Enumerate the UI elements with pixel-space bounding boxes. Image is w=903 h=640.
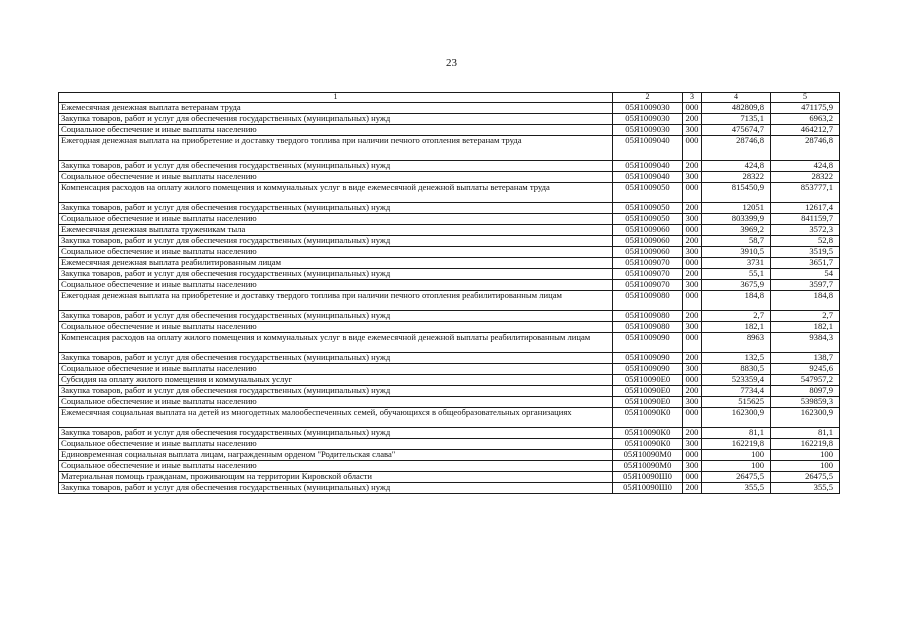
table-row — [59, 247, 840, 258]
amount-year1-cell: 26475,5 — [702, 472, 771, 483]
amount-year1-cell: 7135,1 — [702, 114, 771, 125]
amount-year2-cell: 8097,9 — [771, 386, 840, 397]
amount-year1-cell: 100 — [702, 461, 771, 472]
column-header: 2 — [613, 93, 683, 103]
row-name-cell: Закупка товаров, работ и услуг для обеспечения государственных (муниципальных) нужд — [59, 114, 613, 125]
expense-type-cell: 000 — [683, 375, 702, 386]
row-name-cell: Закупка товаров, работ и услуг для обеспечения государственных (муниципальных) нужд — [59, 386, 613, 397]
target-code-cell: 05Я1009080 — [613, 322, 683, 333]
column-header: 5 — [771, 93, 840, 103]
amount-year1-cell: 12051 — [702, 203, 771, 214]
amount-year1-cell: 184,8 — [702, 291, 771, 311]
amount-year2-cell: 424,8 — [771, 161, 840, 172]
amount-year2-cell: 464212,7 — [771, 125, 840, 136]
row-name-cell: Компенсация расходов на оплату жилого помещения и коммунальных услуг в виде ежемесячной денежной выплаты ветеранам труда — [59, 183, 613, 203]
expense-type-cell: 000 — [683, 450, 702, 461]
table-row — [59, 375, 840, 386]
expense-type-cell: 300 — [683, 280, 702, 291]
table-row — [59, 183, 840, 203]
expense-type-cell: 000 — [683, 333, 702, 353]
target-code-cell: 05Я10090М0 — [613, 450, 683, 461]
row-name-cell: Социальное обеспечение и иные выплаты населению — [59, 461, 613, 472]
expense-type-cell: 000 — [683, 183, 702, 203]
expense-type-cell: 300 — [683, 397, 702, 408]
target-code-cell: 05Я1009040 — [613, 136, 683, 161]
amount-year2-cell: 3572,3 — [771, 225, 840, 236]
target-code-cell: 05Я1009050 — [613, 214, 683, 225]
target-code-cell: 05Я1009070 — [613, 280, 683, 291]
target-code-cell: 05Я1009040 — [613, 161, 683, 172]
target-code-cell: 05Я10090М0 — [613, 461, 683, 472]
table-row — [59, 269, 840, 280]
amount-year1-cell: 3910,5 — [702, 247, 771, 258]
expense-type-cell: 200 — [683, 269, 702, 280]
amount-year2-cell: 3597,7 — [771, 280, 840, 291]
expense-type-cell: 300 — [683, 125, 702, 136]
expense-type-cell: 300 — [683, 364, 702, 375]
row-name-cell: Социальное обеспечение и иные выплаты населению — [59, 247, 613, 258]
amount-year1-cell: 8963 — [702, 333, 771, 353]
expense-type-cell: 300 — [683, 172, 702, 183]
row-name-cell: Ежемесячная денежная выплата реабилитированным лицам — [59, 258, 613, 269]
target-code-cell: 05Я10090К0 — [613, 408, 683, 428]
expense-type-cell: 300 — [683, 322, 702, 333]
row-name-cell: Закупка товаров, работ и услуг для обеспечения государственных (муниципальных) нужд — [59, 483, 613, 494]
amount-year1-cell: 424,8 — [702, 161, 771, 172]
expense-type-cell: 200 — [683, 386, 702, 397]
row-name-cell: Закупка товаров, работ и услуг для обеспечения государственных (муниципальных) нужд — [59, 311, 613, 322]
expense-type-cell: 000 — [683, 136, 702, 161]
amount-year1-cell: 182,1 — [702, 322, 771, 333]
page-number: 23 — [446, 57, 457, 69]
table-row — [59, 225, 840, 236]
amount-year2-cell: 12617,4 — [771, 203, 840, 214]
amount-year1-cell: 815450,9 — [702, 183, 771, 203]
table-row — [59, 472, 840, 483]
amount-year1-cell: 523359,4 — [702, 375, 771, 386]
amount-year2-cell: 162300,9 — [771, 408, 840, 428]
table-row — [59, 450, 840, 461]
table-row — [59, 386, 840, 397]
target-code-cell: 05Я1009090 — [613, 353, 683, 364]
table-row — [59, 333, 840, 353]
target-code-cell: 05Я1009070 — [613, 269, 683, 280]
table-row — [59, 103, 840, 114]
amount-year2-cell: 100 — [771, 450, 840, 461]
target-code-cell: 05Я1009050 — [613, 183, 683, 203]
expense-type-cell: 200 — [683, 161, 702, 172]
target-code-cell: 05Я1009080 — [613, 311, 683, 322]
amount-year2-cell: 2,7 — [771, 311, 840, 322]
row-name-cell: Социальное обеспечение и иные выплаты населению — [59, 125, 613, 136]
amount-year2-cell: 184,8 — [771, 291, 840, 311]
amount-year2-cell: 9384,3 — [771, 333, 840, 353]
table-row — [59, 397, 840, 408]
expense-type-cell: 200 — [683, 114, 702, 125]
amount-year2-cell: 28746,8 — [771, 136, 840, 161]
amount-year1-cell: 803399,9 — [702, 214, 771, 225]
amount-year1-cell: 475674,7 — [702, 125, 771, 136]
amount-year2-cell: 853777,1 — [771, 183, 840, 203]
row-name-cell: Ежемесячная денежная выплата ветеранам труда — [59, 103, 613, 114]
table-row — [59, 483, 840, 494]
row-name-cell: Ежемесячная денежная выплата труженикам тыла — [59, 225, 613, 236]
column-header: 3 — [683, 93, 702, 103]
amount-year2-cell: 355,5 — [771, 483, 840, 494]
table-row — [59, 280, 840, 291]
expense-type-cell: 200 — [683, 428, 702, 439]
amount-year1-cell: 132,5 — [702, 353, 771, 364]
expense-type-cell: 200 — [683, 353, 702, 364]
amount-year2-cell: 162219,8 — [771, 439, 840, 450]
table-row — [59, 322, 840, 333]
table-body — [59, 103, 840, 494]
expense-type-cell: 200 — [683, 483, 702, 494]
amount-year2-cell: 841159,7 — [771, 214, 840, 225]
table-row — [59, 353, 840, 364]
amount-year1-cell: 7734,4 — [702, 386, 771, 397]
table-row — [59, 172, 840, 183]
amount-year1-cell: 28322 — [702, 172, 771, 183]
table-row — [59, 461, 840, 472]
amount-year1-cell: 515625 — [702, 397, 771, 408]
target-code-cell: 05Я1009060 — [613, 247, 683, 258]
target-code-cell: 05Я10090Ш0 — [613, 472, 683, 483]
amount-year2-cell: 547957,2 — [771, 375, 840, 386]
amount-year2-cell: 81,1 — [771, 428, 840, 439]
expense-type-cell: 000 — [683, 225, 702, 236]
target-code-cell: 05Я1009030 — [613, 103, 683, 114]
header-row — [59, 93, 840, 103]
amount-year2-cell: 9245,6 — [771, 364, 840, 375]
expense-type-cell: 000 — [683, 408, 702, 428]
row-name-cell: Социальное обеспечение и иные выплаты населению — [59, 439, 613, 450]
row-name-cell: Единовременная социальная выплата лицам, награжденным орденом "Родительская слава" — [59, 450, 613, 461]
expense-type-cell: 000 — [683, 258, 702, 269]
amount-year1-cell: 482809,8 — [702, 103, 771, 114]
amount-year2-cell: 26475,5 — [771, 472, 840, 483]
amount-year2-cell: 52,8 — [771, 236, 840, 247]
table-row — [59, 258, 840, 269]
target-code-cell: 05Я1009090 — [613, 333, 683, 353]
table-row — [59, 311, 840, 322]
expense-type-cell: 200 — [683, 236, 702, 247]
expense-type-cell: 200 — [683, 311, 702, 322]
amount-year1-cell: 355,5 — [702, 483, 771, 494]
row-name-cell: Ежегодная денежная выплата на приобретение и доставку твердого топлива при наличии печного отопления реабилитированным лицам — [59, 291, 613, 311]
amount-year1-cell: 3731 — [702, 258, 771, 269]
table-row — [59, 364, 840, 375]
column-header: 1 — [59, 93, 613, 103]
amount-year1-cell: 3969,2 — [702, 225, 771, 236]
target-code-cell: 05Я10090Е0 — [613, 375, 683, 386]
target-code-cell: 05Я1009030 — [613, 114, 683, 125]
row-name-cell: Ежегодная денежная выплата на приобретение и доставку твердого топлива при наличии печного отопления ветеранам труда — [59, 136, 613, 161]
amount-year1-cell: 162300,9 — [702, 408, 771, 428]
row-name-cell: Социальное обеспечение и иные выплаты населению — [59, 214, 613, 225]
column-header: 4 — [702, 93, 771, 103]
target-code-cell: 05Я10090К0 — [613, 428, 683, 439]
target-code-cell: 05Я1009060 — [613, 236, 683, 247]
row-name-cell: Закупка товаров, работ и услуг для обеспечения государственных (муниципальных) нужд — [59, 161, 613, 172]
row-name-cell: Компенсация расходов на оплату жилого помещения и коммунальных услуг в виде ежемесячной денежной выплаты реабилитированным лицам — [59, 333, 613, 353]
amount-year2-cell: 100 — [771, 461, 840, 472]
table-row — [59, 428, 840, 439]
row-name-cell: Социальное обеспечение и иные выплаты населению — [59, 397, 613, 408]
amount-year1-cell: 100 — [702, 450, 771, 461]
target-code-cell: 05Я10090Е0 — [613, 386, 683, 397]
target-code-cell: 05Я1009060 — [613, 225, 683, 236]
amount-year1-cell: 58,7 — [702, 236, 771, 247]
amount-year1-cell: 8830,5 — [702, 364, 771, 375]
row-name-cell: Закупка товаров, работ и услуг для обеспечения государственных (муниципальных) нужд — [59, 236, 613, 247]
table-row — [59, 214, 840, 225]
amount-year1-cell: 81,1 — [702, 428, 771, 439]
target-code-cell: 05Я1009090 — [613, 364, 683, 375]
table-row — [59, 291, 840, 311]
expense-type-cell: 300 — [683, 247, 702, 258]
expense-type-cell: 200 — [683, 203, 702, 214]
amount-year2-cell: 6963,2 — [771, 114, 840, 125]
amount-year2-cell: 539859,3 — [771, 397, 840, 408]
amount-year1-cell: 55,1 — [702, 269, 771, 280]
table-row — [59, 125, 840, 136]
expense-type-cell: 300 — [683, 461, 702, 472]
table-row — [59, 408, 840, 428]
table-row — [59, 114, 840, 125]
amount-year2-cell: 3519,5 — [771, 247, 840, 258]
row-name-cell: Социальное обеспечение и иные выплаты населению — [59, 280, 613, 291]
target-code-cell: 05Я10090Ш0 — [613, 483, 683, 494]
row-name-cell: Материальная помощь гражданам, проживающим на территории Кировской области — [59, 472, 613, 483]
target-code-cell: 05Я10090К0 — [613, 439, 683, 450]
row-name-cell: Закупка товаров, работ и услуг для обеспечения государственных (муниципальных) нужд — [59, 353, 613, 364]
row-name-cell: Закупка товаров, работ и услуг для обеспечения государственных (муниципальных) нужд — [59, 269, 613, 280]
table-row — [59, 161, 840, 172]
amount-year2-cell: 471175,9 — [771, 103, 840, 114]
budget-table — [58, 92, 840, 494]
target-code-cell: 05Я1009040 — [613, 172, 683, 183]
table-row — [59, 236, 840, 247]
target-code-cell: 05Я10090Е0 — [613, 397, 683, 408]
row-name-cell: Социальное обеспечение и иные выплаты населению — [59, 172, 613, 183]
table-row — [59, 439, 840, 450]
amount-year1-cell: 3675,9 — [702, 280, 771, 291]
expense-type-cell: 000 — [683, 291, 702, 311]
target-code-cell: 05Я1009050 — [613, 203, 683, 214]
amount-year1-cell: 162219,8 — [702, 439, 771, 450]
table-row — [59, 203, 840, 214]
expense-type-cell: 000 — [683, 472, 702, 483]
target-code-cell: 05Я1009030 — [613, 125, 683, 136]
row-name-cell: Закупка товаров, работ и услуг для обеспечения государственных (муниципальных) нужд — [59, 428, 613, 439]
amount-year2-cell: 28322 — [771, 172, 840, 183]
row-name-cell: Ежемесячная социальная выплата на детей из многодетных малообеспеченных семей, обучающихся в общеобразовательных организациях — [59, 408, 613, 428]
row-name-cell: Социальное обеспечение и иные выплаты населению — [59, 322, 613, 333]
amount-year2-cell: 182,1 — [771, 322, 840, 333]
target-code-cell: 05Я1009080 — [613, 291, 683, 311]
row-name-cell: Социальное обеспечение и иные выплаты населению — [59, 364, 613, 375]
expense-type-cell: 000 — [683, 103, 702, 114]
table-row — [59, 136, 840, 161]
target-code-cell: 05Я1009070 — [613, 258, 683, 269]
amount-year2-cell: 138,7 — [771, 353, 840, 364]
row-name-cell: Закупка товаров, работ и услуг для обеспечения государственных (муниципальных) нужд — [59, 203, 613, 214]
amount-year2-cell: 3651,7 — [771, 258, 840, 269]
expense-type-cell: 300 — [683, 214, 702, 225]
row-name-cell: Субсидия на оплату жилого помещения и коммунальных услуг — [59, 375, 613, 386]
amount-year1-cell: 2,7 — [702, 311, 771, 322]
amount-year1-cell: 28746,8 — [702, 136, 771, 161]
amount-year2-cell: 54 — [771, 269, 840, 280]
expense-type-cell: 300 — [683, 439, 702, 450]
